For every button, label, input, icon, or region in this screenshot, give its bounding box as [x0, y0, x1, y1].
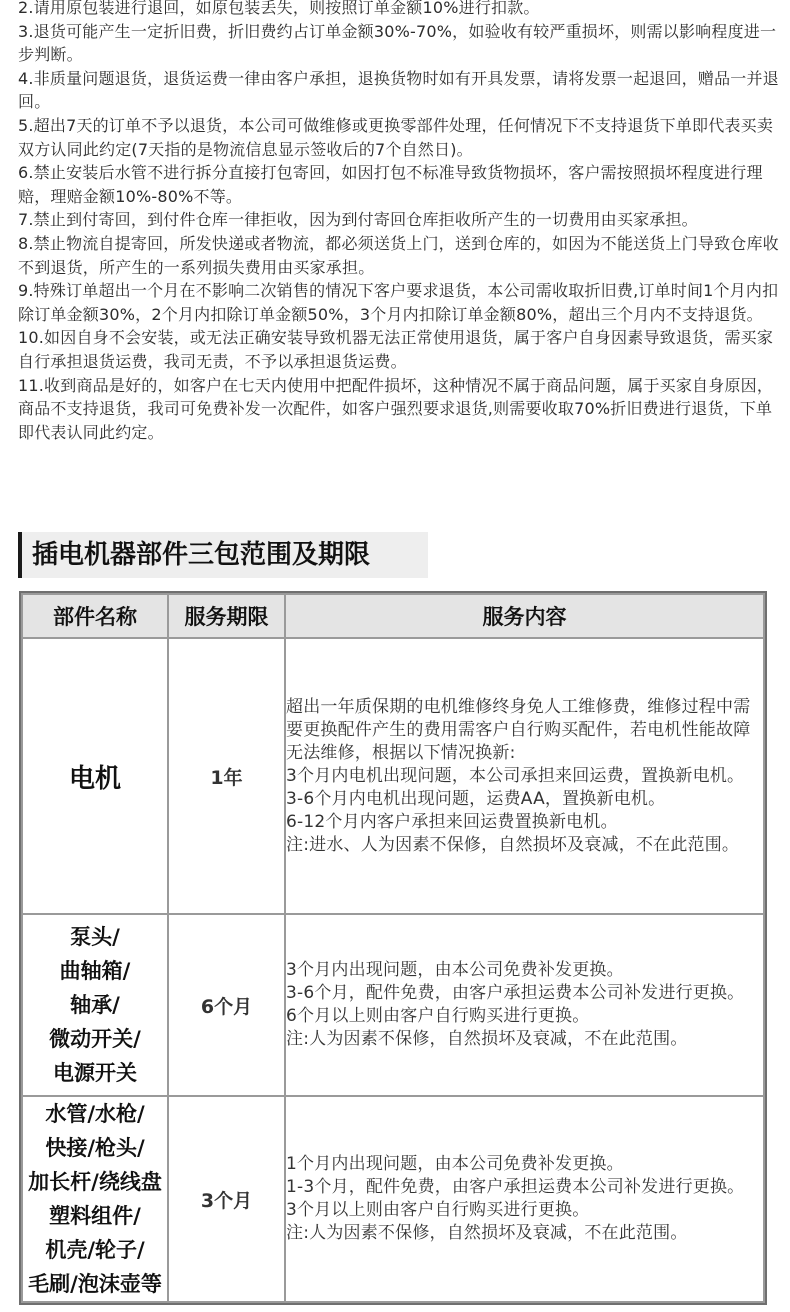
part-name-line: 毛刷/泡沫壶等 — [28, 1272, 162, 1296]
policy-item-4: 4.非质量问题退货，退货运费一律由客户承担，退换货物时如有开具发票，请将发票一起退回，赠品一并退回。 — [18, 68, 779, 112]
content-line: 1-3个月，配件免费，由客户承担运费本公司补发进行更换。 — [286, 1177, 745, 1197]
part-name-line: 加长杆/绕线盘 — [28, 1170, 162, 1194]
part-name — [22, 1096, 168, 1302]
service-content — [285, 638, 764, 914]
policy-item-10: 10.如因自身不会安装，或无法正确安装导致机器无法正常使用退货，属于客户自身因素导致退货，需买家自行承担退货运费，我司无责，不予以承担退货运费。 — [18, 328, 774, 371]
part-name — [22, 914, 168, 1096]
table-row-motor — [22, 638, 764, 914]
table-row-pump-head — [22, 914, 764, 1096]
policy-item-6: 6.禁止安装后水管不进行拆分直接打包寄回，如因打包不标准导致货物损坏，客户需按照损坏程度进行理赔，理赔金额10%-80%不等。 — [18, 163, 763, 206]
policy-item-11: 11.收到商品是好的，如客户在七天内使用中把配件损坏，这种情况不属于商品问题，属于买家自身原因，商品不支持退货，我司可免费补发一次配件，如客户强烈要求退货,则需要收取70%折旧费进行退货，下单即代表认同此约定。 — [18, 375, 774, 442]
content-line: 3-6个月内电机出现问题，运费AA，置换新电机。 — [286, 788, 666, 809]
part-name-line: 机壳/轮子/ — [45, 1238, 145, 1262]
service-content — [285, 1096, 764, 1302]
content-line: 3个月以上则由客户自行购买进行更换。 — [286, 1200, 590, 1220]
policy-item-7: 7.禁止到付寄回，到付件仓库一律拒收，因为到付寄回仓库拒收所产生的一切费用由买家承担。 — [18, 210, 698, 230]
part-name — [22, 638, 168, 914]
warranty-table — [21, 593, 765, 1303]
content-line: 6个月以上则由客户自行购买进行更换。 — [286, 1006, 590, 1026]
content-line: 1个月内出现问题，由本公司免费补发更换。 — [286, 1154, 624, 1174]
part-name-line: 微动开关/ — [49, 1027, 141, 1051]
service-period: 3个月 — [168, 1096, 285, 1302]
service-period: 1年 — [168, 638, 285, 914]
part-name-line: 轴承/ — [70, 993, 120, 1017]
part-name-line: 电机 — [68, 763, 121, 794]
table-row-hose — [22, 1096, 764, 1302]
service-period: 6个月 — [168, 914, 285, 1096]
content-line: 注:进水、人为因素不保修，自然损坏及衰减，不在此范围。 — [286, 834, 740, 855]
table-header-row — [22, 594, 764, 638]
content-line: 6-12个月内客户承担来回运费置换新电机。 — [286, 811, 618, 832]
content-line: 3个月内出现问题，由本公司免费补发更换。 — [286, 960, 624, 980]
part-name-line: 泵头/ — [70, 925, 120, 949]
part-name-line: 曲轴箱/ — [59, 959, 131, 983]
part-name-line: 塑料组件/ — [49, 1204, 141, 1228]
policy-item-8: 8.禁止物流自提寄回，所发快递或者物流，都必须送货上门，送到仓库的，如因为不能送货上门导致仓库收不到退货，所产生的一系列损失费用由买家承担。 — [18, 233, 779, 277]
content-line: 注:人为因素不保修，自然损坏及衰减，不在此范围。 — [286, 1223, 688, 1243]
policy-item-2: 2.请用原包装进行退回，如原包装丢失，则按照订单金额10%进行扣款。 — [18, 0, 540, 17]
policy-item-3: 3.退货可能产生一定折旧费，折旧费约占订单金额30%-70%，如验收有较严重损坏，则需以影响程度进一步判断。 — [18, 21, 777, 65]
header-part-name: 部件名称 — [22, 594, 168, 638]
content-line: 3个月内电机出现问题，本公司承担来回运费，置换新电机。 — [286, 765, 745, 786]
section-title: 插电机器部件三包范围及期限 — [18, 532, 428, 578]
header-service-content: 服务内容 — [285, 594, 764, 638]
header-service-period: 服务期限 — [168, 594, 285, 638]
content-line: 注:人为因素不保修，自然损坏及衰减，不在此范围。 — [286, 1029, 688, 1049]
part-name-line: 电源开关 — [53, 1061, 137, 1085]
part-name-line: 快接/枪头/ — [45, 1136, 145, 1160]
content-line: 超出一年质保期的电机维修终身免人工维修费，维修过程中需要更换配件产生的费用需客户自行购买配件，若电机性能故障无法维修，根据以下情况换新: — [286, 696, 751, 763]
part-name-line: 水管/水枪/ — [45, 1102, 145, 1126]
return-policy-list — [18, 0, 782, 444]
policy-item-5: 5.超出7天的订单不予以退货，本公司可做维修或更换零部件处理，任何情况下不支持退货下单即代表买卖双方认同此约定(7天指的是物流信息显示签收后的7个自然日)。 — [18, 115, 774, 159]
policy-item-9: 9.特殊订单超出一个月在不影响二次销售的情况下客户要求退货，本公司需收取折旧费,订单时间1个月内扣除订单金额30%，2个月内扣除订单金额50%，3个月内扣除订单金额80%，超出三个月内不支持退货。 — [18, 281, 779, 324]
content-line: 3-6个月，配件免费，由客户承担运费本公司补发进行更换。 — [286, 983, 745, 1003]
service-content — [285, 914, 764, 1096]
